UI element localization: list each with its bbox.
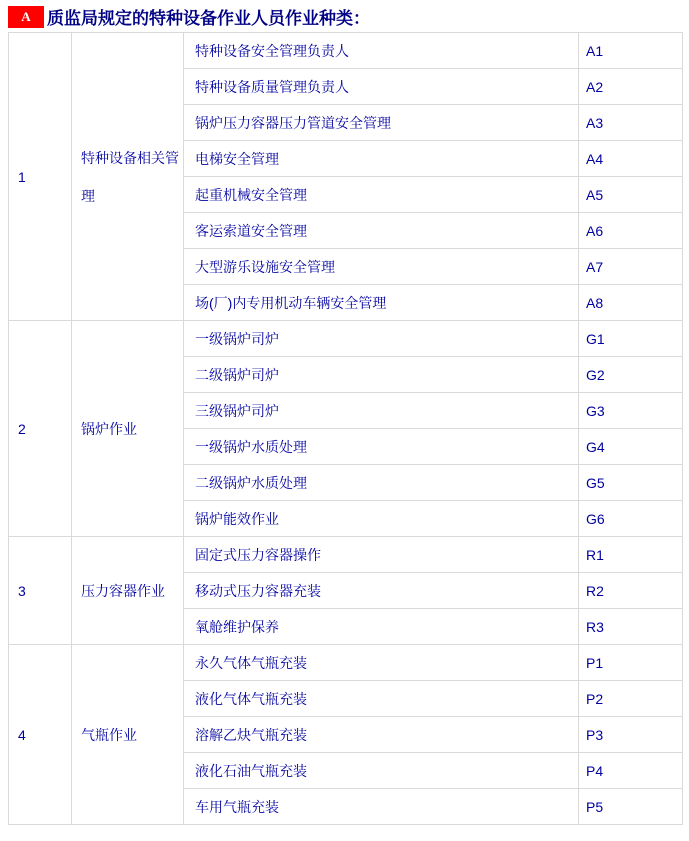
item-name-cell: 起重机械安全管理 xyxy=(184,177,579,213)
table-row xyxy=(9,537,683,573)
item-name-cell: 氧舱维护保养 xyxy=(184,609,579,645)
item-name-cell: 特种设备安全管理负责人 xyxy=(184,33,579,69)
item-code-cell: G3 xyxy=(579,393,683,429)
item-code-cell: G5 xyxy=(579,465,683,501)
item-name-cell: 液化石油气瓶充装 xyxy=(184,753,579,789)
item-code-cell: G1 xyxy=(579,321,683,357)
item-code-cell: A3 xyxy=(579,105,683,141)
group-category-cell: 压力容器作业 xyxy=(72,537,184,645)
item-code-cell: G2 xyxy=(579,357,683,393)
group-number-cell: 1 xyxy=(9,33,72,321)
item-code-cell: P5 xyxy=(579,789,683,825)
page-header xyxy=(0,0,689,28)
item-name-cell: 二级锅炉水质处理 xyxy=(184,465,579,501)
group-category-cell: 锅炉作业 xyxy=(72,321,184,537)
group-category-cell: 特种设备相关管理 xyxy=(72,33,184,321)
item-name-cell: 溶解乙炔气瓶充装 xyxy=(184,717,579,753)
item-code-cell: G4 xyxy=(579,429,683,465)
group-category-cell: 气瓶作业 xyxy=(72,645,184,825)
item-name-cell: 特种设备质量管理负责人 xyxy=(184,69,579,105)
item-name-cell: 三级锅炉司炉 xyxy=(184,393,579,429)
section-badge: A xyxy=(8,6,44,28)
special-equipment-category-table xyxy=(8,32,683,825)
item-code-cell: A1 xyxy=(579,33,683,69)
item-code-cell: R1 xyxy=(579,537,683,573)
item-code-cell: P3 xyxy=(579,717,683,753)
item-name-cell: 移动式压力容器充装 xyxy=(184,573,579,609)
table-row xyxy=(9,321,683,357)
item-code-cell: A8 xyxy=(579,285,683,321)
table-row xyxy=(9,645,683,681)
group-number-cell: 2 xyxy=(9,321,72,537)
item-name-cell: 一级锅炉水质处理 xyxy=(184,429,579,465)
item-code-cell: A2 xyxy=(579,69,683,105)
item-name-cell: 液化气体气瓶充装 xyxy=(184,681,579,717)
item-name-cell: 大型游乐设施安全管理 xyxy=(184,249,579,285)
item-name-cell: 车用气瓶充装 xyxy=(184,789,579,825)
item-name-cell: 客运索道安全管理 xyxy=(184,213,579,249)
item-name-cell: 一级锅炉司炉 xyxy=(184,321,579,357)
item-name-cell: 永久气体气瓶充装 xyxy=(184,645,579,681)
group-number-cell: 4 xyxy=(9,645,72,825)
category-table-body xyxy=(9,33,683,825)
item-code-cell: A6 xyxy=(579,213,683,249)
item-code-cell: G6 xyxy=(579,501,683,537)
item-code-cell: A5 xyxy=(579,177,683,213)
item-name-cell: 二级锅炉司炉 xyxy=(184,357,579,393)
table-row xyxy=(9,33,683,69)
group-number-cell: 3 xyxy=(9,537,72,645)
item-code-cell: A4 xyxy=(579,141,683,177)
item-code-cell: A7 xyxy=(579,249,683,285)
item-name-cell: 锅炉压力容器压力管道安全管理 xyxy=(184,105,579,141)
item-code-cell: P4 xyxy=(579,753,683,789)
item-code-cell: R2 xyxy=(579,573,683,609)
item-code-cell: P2 xyxy=(579,681,683,717)
item-code-cell: R3 xyxy=(579,609,683,645)
page-title: 质监局规定的特种设备作业人员作业种类： xyxy=(47,9,370,28)
item-name-cell: 场(厂)内专用机动车辆安全管理 xyxy=(184,285,579,321)
item-name-cell: 锅炉能效作业 xyxy=(184,501,579,537)
item-name-cell: 电梯安全管理 xyxy=(184,141,579,177)
item-name-cell: 固定式压力容器操作 xyxy=(184,537,579,573)
item-code-cell: P1 xyxy=(579,645,683,681)
